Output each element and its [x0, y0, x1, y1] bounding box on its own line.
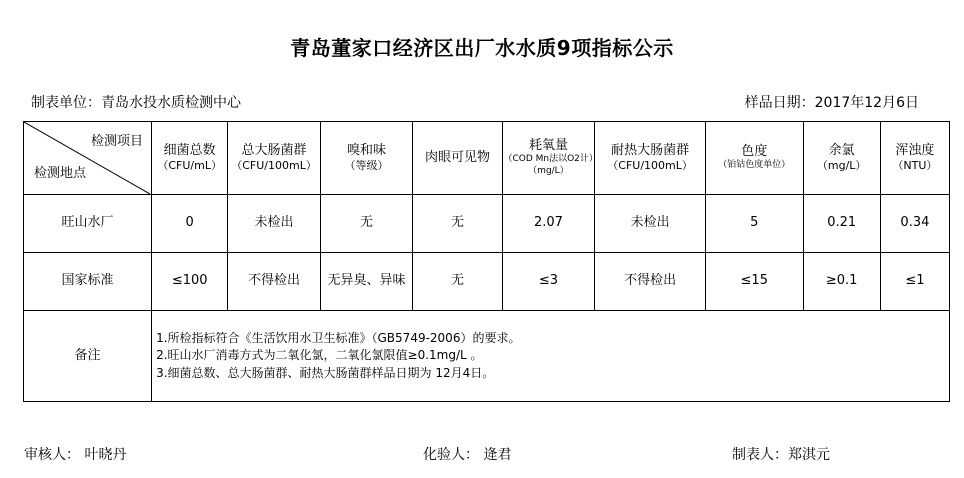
corner-label-items: 检测项目 [91, 134, 144, 149]
table-cell: 未检出 [228, 195, 320, 253]
header-main: 浑浊度 [895, 142, 935, 158]
note-line: 2.旺山水厂消毒方式为二氧化氯，二氧化氯限值≥0.1mg/L 。 [156, 348, 483, 363]
table-cell: 无 [320, 195, 412, 253]
header-bacteria [152, 122, 228, 195]
table-cell: ≤1 [880, 253, 949, 311]
row-label: 国家标准 [24, 253, 152, 311]
table-cell: 不得检出 [595, 253, 706, 311]
table-cell: ≥0.1 [803, 253, 880, 311]
notes-label: 备注 [24, 311, 152, 402]
maker-signature: 制表人：郑淇元 [732, 447, 830, 463]
header-main: 肉眼可见物 [424, 149, 490, 165]
header-visible-matter [413, 122, 502, 195]
table-cell: 无 [413, 253, 502, 311]
table-cell: ≤15 [705, 253, 803, 311]
table-cell: ≤100 [152, 253, 228, 311]
header-unit: （CFU/mL） [157, 158, 222, 172]
table-row [24, 253, 950, 311]
header-main: 总大肠菌群 [241, 142, 307, 158]
notes-cell [152, 311, 950, 402]
header-color [705, 122, 803, 195]
sample-date: 样品日期：2017年12月6日 [744, 95, 919, 111]
header-unit: （铂钴色度单位） [718, 160, 791, 171]
header-unit: （mg/L） [816, 158, 867, 172]
table-cell: 2.07 [502, 195, 594, 253]
water-quality-table [23, 121, 950, 402]
header-oxygen-consumption [502, 122, 594, 195]
header-main: 细菌总数 [163, 142, 216, 158]
header-unit: （CFU/100mL） [231, 158, 317, 172]
table-cell: 不得检出 [228, 253, 320, 311]
header-coliform [228, 122, 320, 195]
table-cell: 0 [152, 195, 228, 253]
header-main: 余氯 [828, 142, 855, 158]
table-cell: 5 [705, 195, 803, 253]
report-title: 青岛董家口经济区出厂水水质9项指标公示 [290, 36, 674, 60]
issuing-unit: 制表单位：青岛水投水质检测中心 [31, 95, 241, 111]
table-cell: 无异臭、异味 [320, 253, 412, 311]
notes-row [24, 311, 950, 402]
header-row [24, 122, 950, 195]
corner-header-cell [24, 122, 152, 195]
header-main: 嗅和味 [347, 142, 387, 158]
header-residual-chlorine [803, 122, 880, 195]
table-cell: ≤3 [502, 253, 594, 311]
header-odor [320, 122, 412, 195]
table-cell: 无 [413, 195, 502, 253]
header-main: 耐热大肠菌群 [611, 142, 690, 158]
table-cell: 0.21 [803, 195, 880, 253]
reviewer-signature: 审核人： 叶晓丹 [24, 447, 127, 463]
header-unit: （NTU） [892, 158, 938, 172]
header-unit: （COD Mn法以O2计）（mg/L） [503, 154, 594, 177]
note-line: 1.所检指标符合《生活饮用水卫生标准》（GB5749-2006）的要求。 [156, 330, 521, 345]
tester-signature: 化验人： 逄君 [423, 447, 512, 463]
header-thermotolerant-coliform [595, 122, 706, 195]
note-line: 3.细菌总数、总大肠菌群、耐热大肠菌群样品日期为 12月4日。 [156, 365, 495, 380]
table-cell: 未检出 [595, 195, 706, 253]
header-main: 耗氧量 [528, 138, 568, 154]
diagonal-divider [24, 122, 150, 194]
row-label: 旺山水厂 [24, 195, 152, 253]
header-unit: （CFU/100mL） [607, 158, 693, 172]
corner-label-location: 检测地点 [34, 165, 87, 181]
header-turbidity [880, 122, 949, 195]
header-main: 色度 [741, 144, 768, 160]
table-cell: 0.34 [880, 195, 949, 253]
header-unit: （等级） [344, 158, 389, 172]
table-row [24, 195, 950, 253]
